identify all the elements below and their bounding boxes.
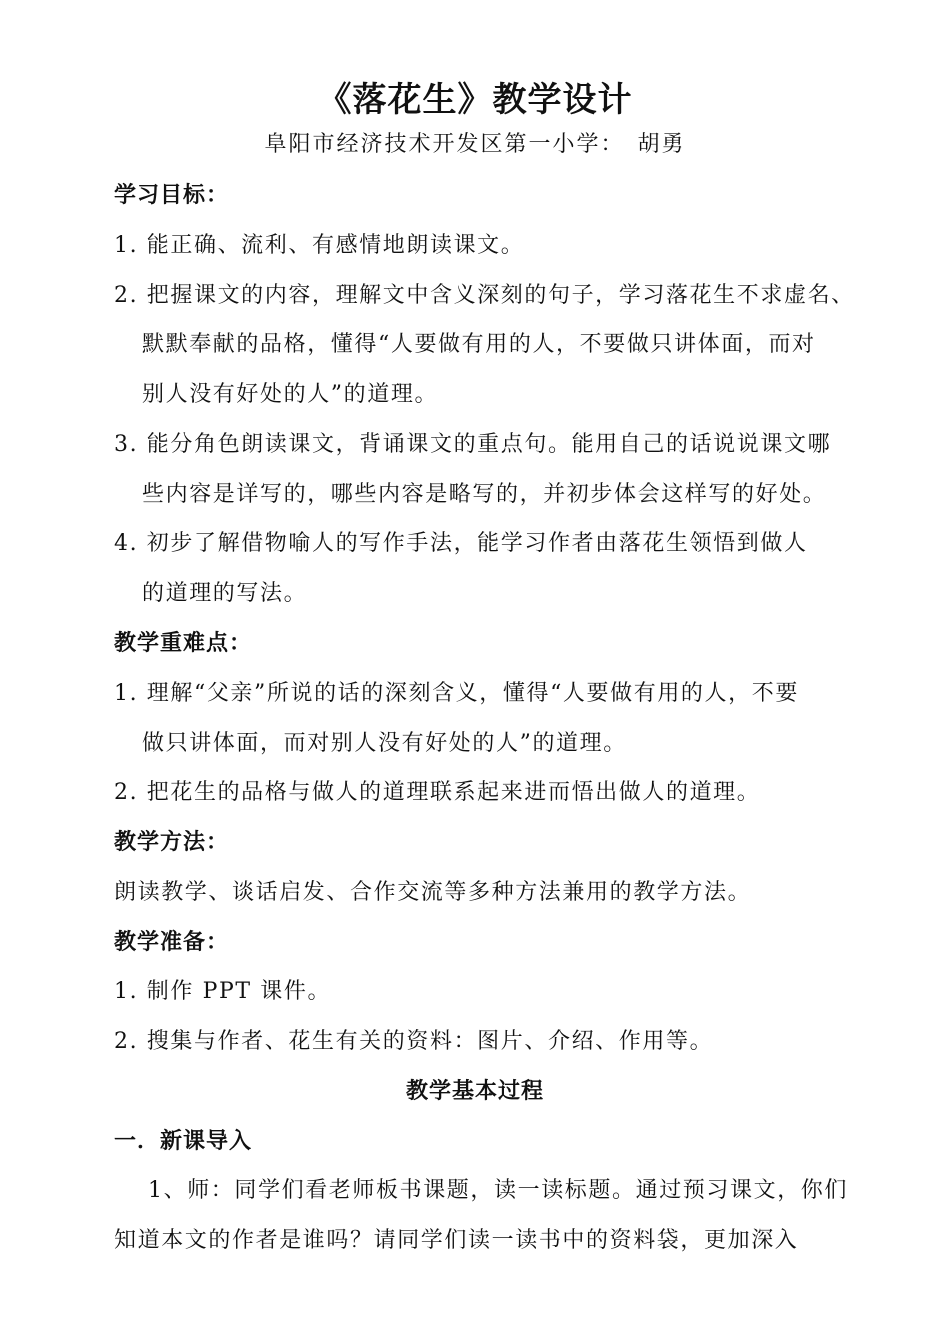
- objective-line: 别人没有好处的人”的道理。: [142, 382, 439, 407]
- objective-line: 3. 能分角色朗读课文，背诵课文的重点句。能用自己的话说说课文哪: [114, 432, 832, 457]
- objective-line: 2. 把握课文的内容，理解文中含义深刻的句子，学习落花生不求虚名、: [114, 283, 855, 308]
- process-heading: 教学基本过程: [405, 1079, 544, 1104]
- objective-line: 默默奉献的品格，懂得“人要做有用的人，不要做只讲体面，而对: [142, 332, 816, 357]
- objective-line: 4. 初步了解借物喻人的写作手法，能学习作者由落花生领悟到做人: [114, 531, 808, 556]
- key-point-line: 2. 把花生的品格与做人的道理联系起来进而悟出做人的道理。: [114, 780, 761, 805]
- document-title: 《落花生》教学设计: [317, 80, 633, 120]
- objective-line: 1. 能正确、流利、有感情地朗读课文。: [114, 233, 525, 258]
- objective-line: 些内容是详写的，哪些内容是略写的，并初步体会这样写的好处。: [142, 482, 827, 507]
- paragraph-line: 知道本文的作者是谁吗？请同学们读一读书中的资料袋，更加深入: [114, 1228, 799, 1253]
- objectives-heading: 学习目标：: [114, 183, 230, 208]
- preparation-heading: 教学准备：: [114, 930, 230, 955]
- objective-line: 的道理的写法。: [142, 581, 308, 606]
- key-point-line: 做只讲体面，而对别人没有好处的人”的道理。: [142, 731, 627, 756]
- key-point-line: 1. 理解“父亲”所说的话的深刻含义，懂得“人要做有用的人，不要: [114, 681, 799, 706]
- section-heading: 一．新课导入: [114, 1129, 253, 1154]
- document-subtitle: 阜阳市经济技术开发区第一小学： 胡勇: [264, 132, 686, 157]
- key-points-heading: 教学重难点：: [114, 631, 253, 656]
- preparation-line: 1. 制作 PPT 课件。: [114, 979, 332, 1004]
- paragraph-line: 1、师：同学们看老师板书课题，读一读标题。通过预习课文，你们: [148, 1178, 848, 1203]
- methods-heading: 教学方法：: [114, 830, 230, 855]
- preparation-line: 2. 搜集与作者、花生有关的资料：图片、介绍、作用等。: [114, 1029, 714, 1054]
- methods-text: 朗读教学、谈话启发、合作交流等多种方法兼用的教学方法。: [114, 880, 752, 905]
